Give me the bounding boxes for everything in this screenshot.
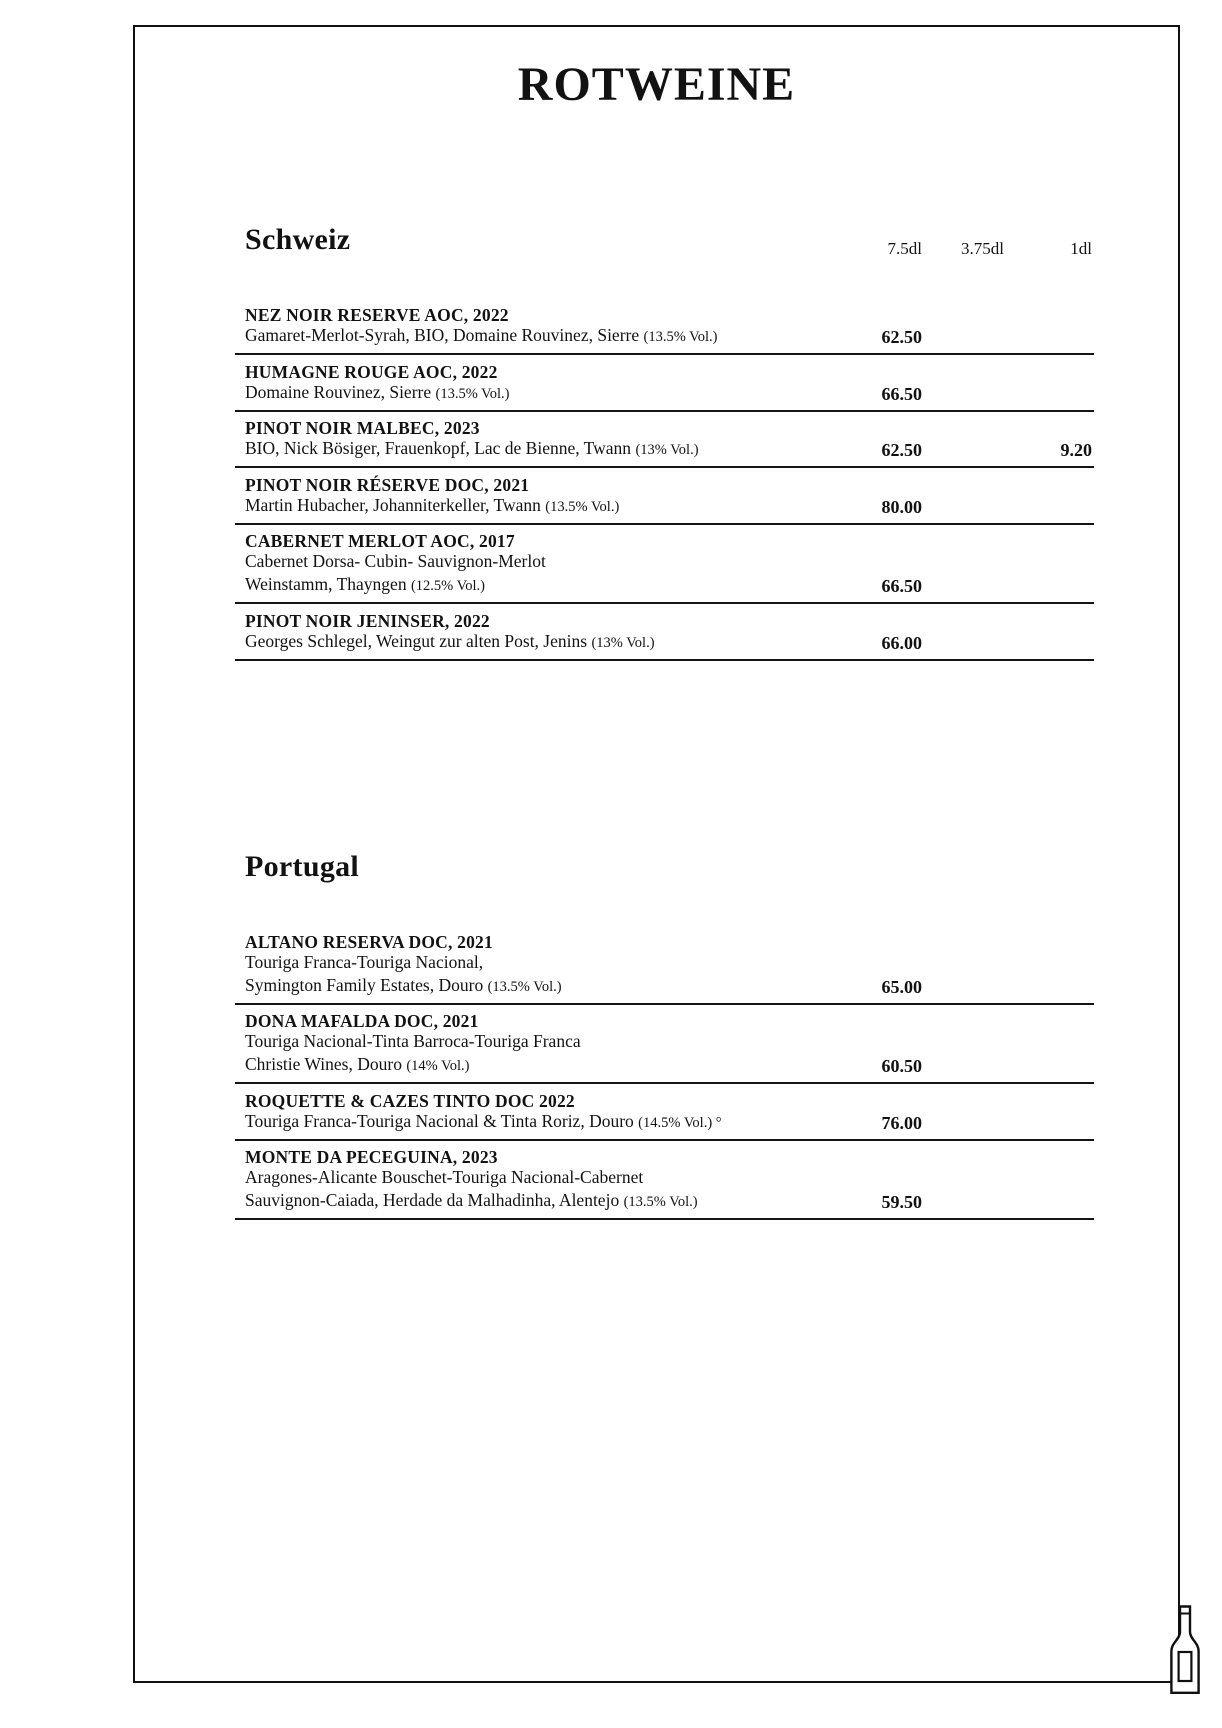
desc-text: Symington Family Estates, Douro <box>245 974 488 995</box>
wine-name: MONTE DA PECEGUINA, 2023 <box>245 1147 498 1167</box>
wine-row <box>235 1091 1094 1141</box>
wine-desc <box>245 1031 1094 1077</box>
wine-row <box>235 305 1094 355</box>
desc-text: Christie Wines, Douro <box>245 1054 407 1074</box>
wine-desc-line <box>245 1031 1094 1054</box>
wine-desc <box>245 495 1094 518</box>
wine-name: ALTANO RESERVA DOC, 2021 <box>245 931 493 952</box>
wine-desc-line <box>245 325 1094 348</box>
wine-name: DONA MAFALDA DOC, 2021 <box>245 1011 479 1031</box>
price-7-5dl: 80.00 <box>881 496 922 517</box>
desc-text: BIO, Nick Bösiger, Frauenkopf, Lac de Bienne, Twann <box>245 438 636 458</box>
wine-bottle-icon <box>1170 1605 1200 1695</box>
wine-name: CABERNET MERLOT AOC, 2017 <box>245 531 515 551</box>
desc-vol-text: (13.5% Vol.) <box>643 329 718 345</box>
wine-desc <box>245 631 1094 654</box>
wine-row <box>235 418 1094 468</box>
wine-desc-line <box>245 438 1094 461</box>
section-heading: Portugal <box>245 849 360 883</box>
desc-vol-text: (13.5% Vol.) <box>487 978 562 995</box>
wine-name: PINOT NOIR JENINSER, 2022 <box>245 610 490 631</box>
desc-vol-text: (13.5% Vol.) <box>545 498 620 515</box>
price-7-5dl: 62.50 <box>881 440 922 460</box>
price-7-5dl: 60.50 <box>881 1056 922 1076</box>
desc-vol-text: (13.5% Vol.) <box>435 385 510 402</box>
desc-text: Sauvignon-Caiada, Herdade da Malhadinha, Alentejo <box>245 1190 624 1210</box>
price-7-5dl: 66.50 <box>881 576 922 596</box>
wine-row <box>235 932 1094 1005</box>
wine-desc-line <box>245 551 1094 574</box>
price-7-5dl: 65.00 <box>881 976 922 997</box>
desc-text: Domaine Rouvinez, Sierre <box>245 381 436 402</box>
desc-text: Cabernet Dorsa- Cubin- Sauvignon-Merlot <box>245 551 546 571</box>
desc-text: Martin Hubacher, Johanniterkeller, Twann <box>245 494 546 515</box>
wine-name: HUMAGNE ROUGE AOC, 2022 <box>245 361 498 382</box>
menu-sections <box>235 222 1094 1220</box>
price-1dl: 9.20 <box>1060 440 1092 460</box>
desc-text: Gamaret-Merlot-Syrah, BIO, Domaine Rouvinez, Sierre <box>245 325 644 345</box>
wine-desc-line <box>245 952 1094 975</box>
desc-vol-text: (13% Vol.) <box>635 442 699 458</box>
wine-desc <box>245 1111 1094 1134</box>
section-head <box>235 222 1094 258</box>
column-header-7-5dl: 7.5dl <box>887 239 922 258</box>
wine-desc-line <box>245 1111 1094 1134</box>
section-heading: Schweiz <box>245 223 351 256</box>
wine-desc-line <box>245 1167 1094 1190</box>
column-header-3-75dl: 3.75dl <box>961 239 1004 258</box>
wine-desc-line <box>245 1190 1094 1213</box>
desc-vol-text: (14.5% Vol.) ° <box>638 1114 722 1131</box>
section-rows <box>235 305 1094 661</box>
wine-desc-line <box>245 631 1094 654</box>
desc-text: Touriga Franca-Touriga Nacional, <box>245 951 484 972</box>
wine-desc <box>245 325 1094 348</box>
wine-desc-line <box>245 1054 1094 1077</box>
wine-row <box>235 1147 1094 1220</box>
desc-vol-text: (14% Vol.) <box>406 1058 470 1074</box>
wine-desc <box>245 438 1094 461</box>
wine-desc-line <box>245 495 1094 518</box>
wine-desc <box>245 551 1094 597</box>
column-header-1dl: 1dl <box>1070 239 1092 258</box>
wine-name: PINOT NOIR MALBEC, 2023 <box>245 418 480 438</box>
wine-name: NEZ NOIR RESERVE AOC, 2022 <box>245 305 509 325</box>
wine-row <box>235 1011 1094 1084</box>
price-7-5dl: 66.00 <box>881 632 922 653</box>
wine-desc <box>245 1167 1094 1213</box>
desc-vol-text: (13.5% Vol.) <box>623 1194 698 1210</box>
wine-desc-line <box>245 574 1094 597</box>
section-rows <box>235 932 1094 1221</box>
price-7-5dl: 59.50 <box>881 1192 922 1212</box>
section-head <box>235 849 1094 885</box>
wine-desc-line <box>245 382 1094 405</box>
wine-desc-line <box>245 975 1094 998</box>
wine-row <box>235 611 1094 661</box>
wine-desc <box>245 382 1094 405</box>
desc-vol-text: (13% Vol.) <box>591 634 655 651</box>
desc-text: Touriga Franca-Touriga Nacional & Tinta Roriz, Douro <box>245 1110 639 1131</box>
wine-row <box>235 531 1094 604</box>
price-7-5dl: 76.00 <box>881 1112 922 1133</box>
price-7-5dl: 66.50 <box>881 383 922 404</box>
desc-vol-text: (12.5% Vol.) <box>410 578 485 594</box>
wine-row <box>235 475 1094 525</box>
wine-name: ROQUETTE & CAZES TINTO DOC 2022 <box>245 1090 575 1111</box>
wine-desc <box>245 952 1094 998</box>
page-title: ROTWEINE <box>517 58 796 111</box>
wine-row <box>235 362 1094 412</box>
menu-section <box>235 222 1094 661</box>
column-headers <box>235 238 1094 260</box>
desc-text: Aragones-Alicante Bouschet-Touriga Nacional-Cabernet <box>245 1167 644 1187</box>
menu-section <box>235 849 1094 1221</box>
menu-page-frame <box>133 25 1180 1683</box>
desc-text: Weinstamm, Thayngen <box>245 574 411 594</box>
desc-text: Touriga Nacional-Tinta Barroca-Touriga Franca <box>245 1031 581 1051</box>
price-7-5dl: 62.50 <box>881 327 922 347</box>
desc-text: Georges Schlegel, Weingut zur alten Post, Jenins <box>245 630 592 651</box>
wine-name: PINOT NOIR RÉSERVE DOC, 2021 <box>245 474 530 495</box>
